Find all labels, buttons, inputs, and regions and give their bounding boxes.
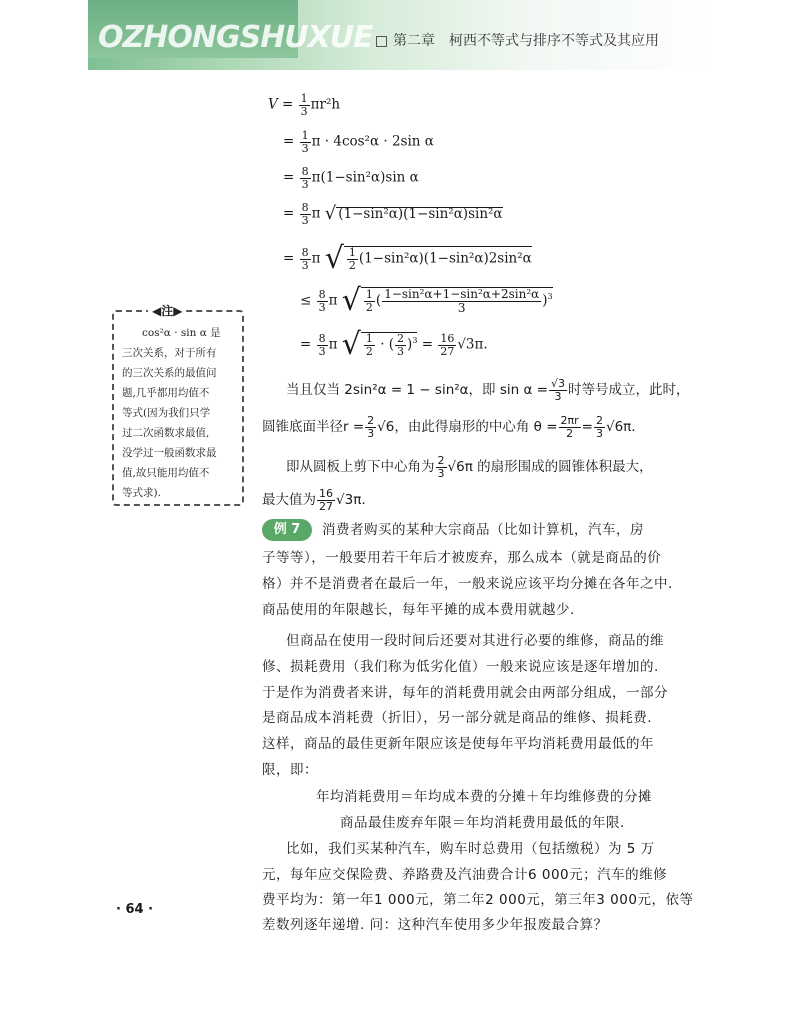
example-line: 修、损耗费用（我们称为低劣化值）一般来说应该是逐年增加的.	[262, 659, 659, 675]
sqrt-icon: √	[341, 327, 361, 362]
fraction: $\frac{√3}{3}$	[550, 377, 565, 403]
eq-line-3: = $\frac{8}{3}$ π(1−sin²α)sin α	[283, 165, 419, 191]
para2-line2: 最大值为 $\frac{16}{27}$ √3π.	[262, 487, 366, 513]
example-line: 但商品在使用一段时间后还要对其进行必要的维修，商品的维	[286, 633, 664, 649]
note-line: 过二次函数求最值,	[122, 427, 210, 439]
note-line: 值,故只能用均值不	[122, 467, 210, 479]
chapter-text: 第二章 柯西不等式与排序不等式及其应用	[393, 33, 659, 49]
fraction: $\frac{2}{3}$	[397, 331, 405, 358]
note-line: 三次关系，对于所有	[122, 347, 217, 359]
example-line: 元，每年应交保险费、养路费及汽油费合计6 000元；汽车的维修	[262, 867, 668, 883]
note-line: 等式(因为我们只学	[122, 407, 211, 419]
example-badge: 例 7	[262, 519, 312, 541]
note-line: 的三次关系的最值问	[122, 367, 217, 379]
note-line: 等式求).	[122, 487, 161, 499]
header-watermark: OZHONGSHUXUE	[98, 20, 373, 55]
sqrt-icon: √	[341, 283, 361, 318]
page-header	[88, 0, 720, 70]
eq-radicand: $\frac{1}{2}$ · ( $\frac{2}{3}$ )$^3$	[361, 332, 418, 357]
formula-line: 商品最佳废弃年限＝年均消耗费用最低的年限.	[340, 815, 625, 831]
eq-lhs: V	[268, 96, 278, 113]
sqrt-icon: √	[324, 241, 344, 276]
fraction: $\frac{8}{3}$	[301, 245, 309, 272]
fraction: $\frac{2\pi r}{2}$	[560, 414, 579, 440]
fraction: $\frac{1}{3}$	[301, 129, 309, 155]
eq-expr: π · 4cos²α · 2sin α	[311, 133, 434, 150]
eq-line-6: ≤ $\frac{8}{3}$ π √ $\frac{1}{2}$ ( $\frac{\text{1−sin²α+1−sin²α+2sin²α}}{3}$ )$^3$	[300, 283, 553, 318]
fraction: $\frac{2}{3}$	[437, 454, 445, 480]
para1-line2: 圆锥底面半径r = $\frac{2}{3}$ √6，由此得扇形的中心角 θ = $\frac{2\pi r}{2}$ = $\frac{2}{3}$ √6π.	[262, 414, 636, 440]
fraction: $\frac{1}{2}$	[365, 331, 373, 358]
fraction: $\frac{\text{1−sin²α+1−sin²α+2sin²α}}{3}$	[384, 286, 540, 315]
example-line: 消费者购买的某种大宗商品（比如计算机，汽车，房	[322, 522, 644, 538]
fraction: $\frac{8}{3}$	[301, 201, 309, 227]
fraction: $\frac{2}{3}$	[367, 414, 375, 440]
eq-line-2: = $\frac{1}{3}$ π · 4cos²α · 2sin α	[283, 129, 434, 155]
eq-radicand	[344, 246, 532, 271]
note-box	[112, 304, 244, 506]
page-number: · 64 ·	[116, 902, 154, 917]
note-tag: ◀注▶	[148, 302, 186, 319]
fraction: $\frac{16}{27}$	[319, 487, 333, 513]
fraction: $\frac{16}{27}$	[440, 331, 455, 358]
sqrt-icon: √	[324, 203, 337, 225]
para1-line1: 当且仅当 2sin²α = 1 − sin²α，即 sin α = $\frac{√3}{3}$ 时等号成立，此时，	[286, 377, 690, 403]
eq-line-7: = $\frac{8}{3}$ π √ $\frac{1}{2}$ · ( $\frac{2}{3}$ )$^3$ = $\frac{16}{27}$ √3π.	[300, 327, 488, 362]
eq-line-1: V = $\frac{1}{3}$ πr²h	[268, 92, 341, 118]
fraction: $\frac{1}{2}$	[348, 245, 356, 272]
example-line: 限，即：	[262, 762, 318, 778]
fraction: $\frac{1}{3}$	[300, 92, 308, 118]
example-line: 费平均为：第一年1 000元，第二年2 000元，第三年3 000元，依等	[262, 892, 694, 908]
eq-expr: (1−sin²α)(1−sin²α)2sin²α	[358, 250, 532, 267]
fraction: $\frac{8}{3}$	[318, 287, 326, 314]
fraction: $\frac{1}{2}$	[365, 287, 373, 314]
example-line: 格）并不是消费者在最后一年，一般来说应该平均分摊在各年之中.	[262, 576, 673, 592]
fraction: $\frac{2}{3}$	[595, 414, 603, 440]
note-line: 题,几乎都用均值不	[122, 387, 210, 399]
eq-expr: √3π.	[457, 336, 488, 353]
eq-radicand: $\frac{1}{2}$ ( $\frac{\text{1−sin²α+1−sin²α+2sin²α}}{3}$ )$^3$	[361, 287, 553, 314]
example-line: 这样，商品的最佳更新年限应该是使每年平均消耗费用最低的年	[262, 736, 654, 752]
example-line: 比如，我们买某种汽车，购车时总费用（包括缴税）为 5 万	[286, 841, 655, 857]
eq-line-4: = $\frac{8}{3}$ π √ (1−sin²α)(1−sin²α)sin²α	[283, 201, 503, 227]
example-line: 是商品成本消耗费（折旧），另一部分就是商品的维修、损耗费.	[262, 710, 653, 726]
example-line: 差数列逐年递增. 问：这种汽车使用多少年报废最合算？	[262, 917, 608, 933]
para2-line1: 即从圆板上剪下中心角为 $\frac{2}{3}$ √6π 的扇形围成的圆锥体积最大，	[286, 454, 653, 480]
eq-radicand: (1−sin²α)(1−sin²α)sin²α	[338, 205, 503, 222]
fraction: $\frac{8}{3}$	[301, 165, 309, 191]
example-line: 子等等），一般要用若干年后才被废弃，那么成本（就是商品的价	[262, 550, 662, 566]
eq-expr: π(1−sin²α)sin α	[311, 169, 419, 186]
exponent: 3	[547, 292, 553, 301]
note-line: 没学过一般函数求最	[122, 447, 217, 459]
note-line: cos²α · sin α 是	[142, 327, 221, 339]
formula-line: 年均消耗费用＝年均成本费的分摊＋年均维修费的分摊	[316, 789, 652, 805]
square-icon	[376, 36, 387, 47]
chapter-title	[376, 30, 659, 50]
eq-rhs: πr²h	[310, 96, 341, 113]
eq-line-5: = $\frac{8}{3}$ π √ $\frac{1}{2}$ (1−sin²α)(1−sin²α)2sin²α	[283, 241, 532, 276]
example-line: 商品使用的年限越长，每年平摊的成本费用就越少.	[262, 602, 575, 618]
example-line: 于是作为消费者来讲，每年的消耗费用就会由两部分组成，一部分	[262, 685, 668, 701]
fraction: $\frac{8}{3}$	[318, 331, 326, 358]
